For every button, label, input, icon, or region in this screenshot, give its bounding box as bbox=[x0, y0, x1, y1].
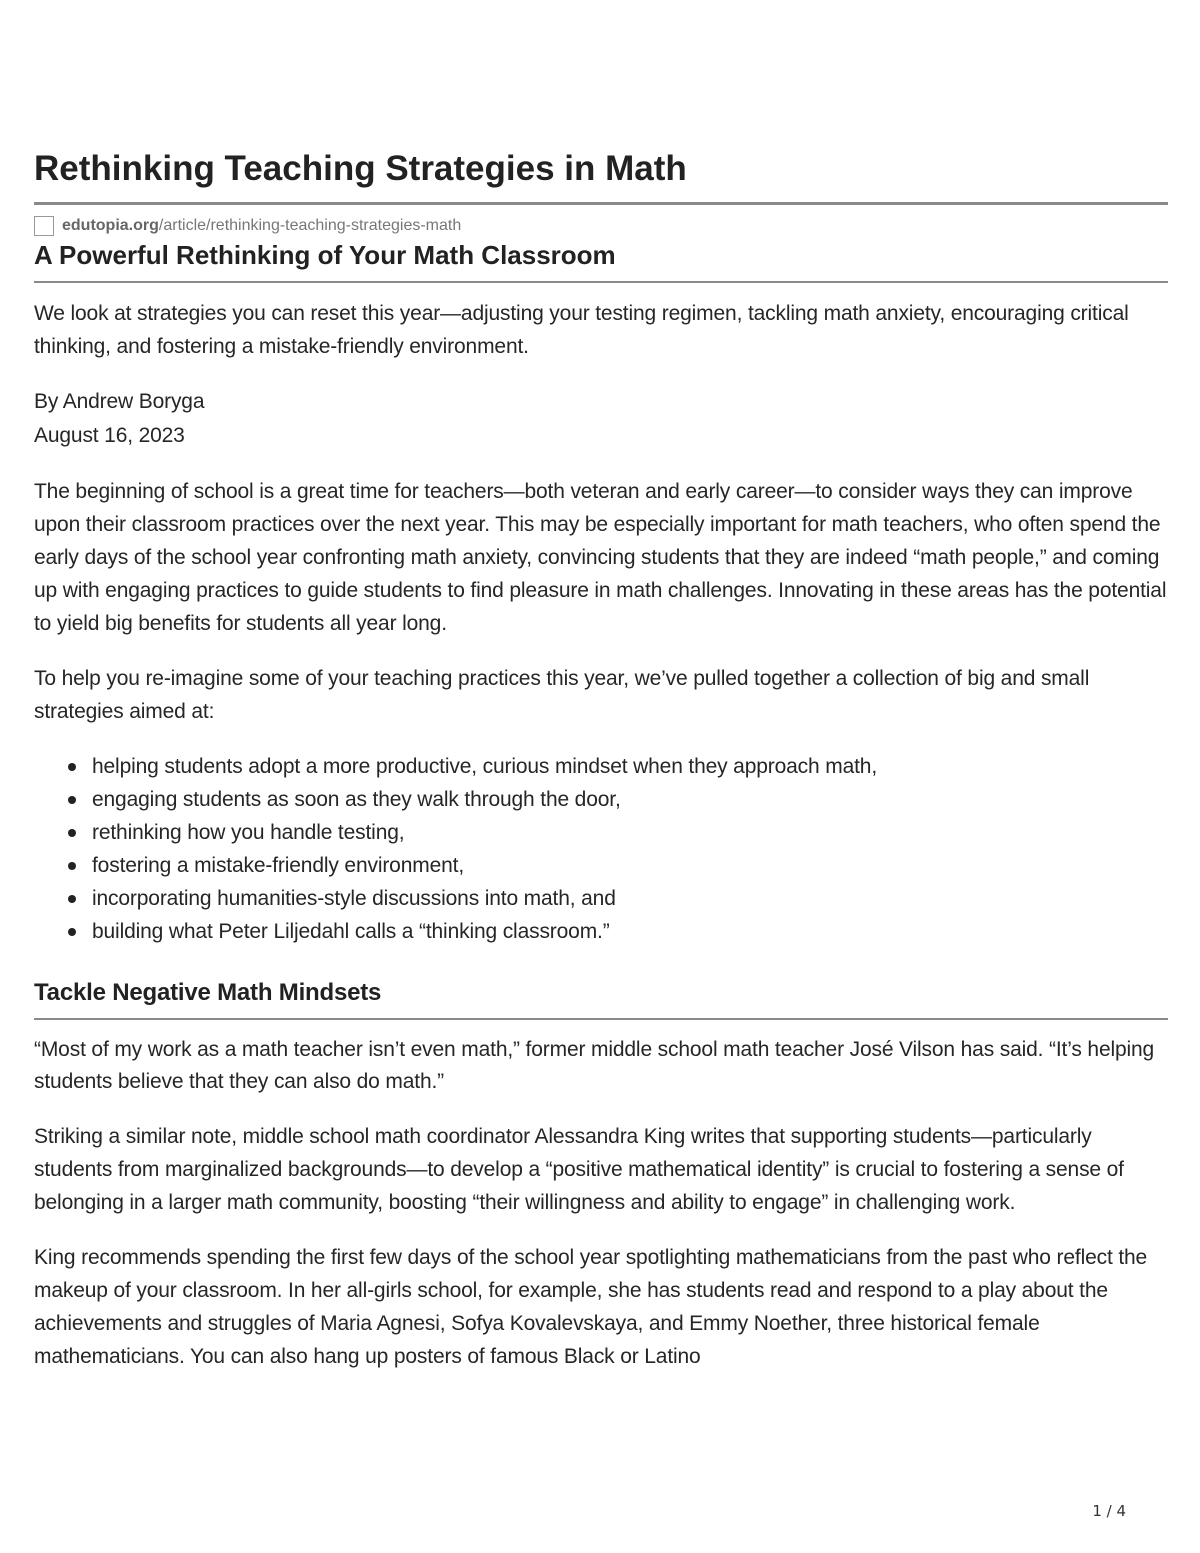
bullet-icon bbox=[68, 829, 76, 837]
article-author: By Andrew Boryga bbox=[34, 390, 205, 413]
list-item: engaging students as soon as they walk through the door, bbox=[68, 783, 1168, 816]
article-summary: We look at strategies you can reset this year—adjusting your testing regimen, tackling math anxiety, encouraging critical thinking, and fostering a mistake-friendly environment. bbox=[34, 302, 1129, 358]
article-date: August 16, 2023 bbox=[34, 424, 185, 447]
bullet-icon bbox=[68, 796, 76, 804]
list-item: helping students adopt a more productive, curious mindset when they approach math, bbox=[68, 750, 1168, 783]
source-domain: edutopia.org bbox=[62, 217, 159, 234]
page-title: Rethinking Teaching Strategies in Math bbox=[34, 148, 1168, 205]
bullet-icon bbox=[68, 895, 76, 903]
document-page bbox=[34, 148, 1168, 1373]
list-item: rethinking how you handle testing, bbox=[68, 816, 1168, 849]
list-item: building what Peter Liljedahl calls a “thinking classroom.” bbox=[68, 915, 1168, 948]
list-item: incorporating humanities-style discussions into math, and bbox=[68, 882, 1168, 915]
aims-list bbox=[34, 750, 1168, 948]
source-path: /article/rethinking-teaching-strategies-math bbox=[158, 217, 462, 234]
king-paragraph: Striking a similar note, middle school math coordinator Alessandra King writes that supporting students—particularly students from marginalized backgrounds—to develop a “positive mathematical identity” is crucial to fostering a sense of belonging in a larger math community, boosting “their willingness and ability to engage” in challenging work. bbox=[34, 1125, 1124, 1214]
list-item: fostering a mistake-friendly environment, bbox=[68, 849, 1168, 882]
article-heading: A Powerful Rethinking of Your Math Classroom bbox=[34, 239, 1168, 283]
section-heading-mindsets: Tackle Negative Math Mindsets bbox=[34, 978, 1168, 1020]
intro-paragraph: The beginning of school is a great time for teachers—both veteran and early career—to consider ways they can improve upon their classroom practices over the next year. This may be especially important for math teachers, who often spend the early days of the school year confronting math anxiety, convincing students that they are indeed “math people,” and coming up with engaging practices to guide students to find pleasure in math challenges. Innovating in these areas has the potential to yield big benefits for students all year long. bbox=[34, 480, 1167, 635]
favicon-placeholder-icon bbox=[34, 216, 54, 236]
page-indicator: 1 / 4 bbox=[1092, 1502, 1126, 1520]
recommendation-paragraph: King recommends spending the first few days of the school year spotlighting mathematicians from the past who reflect the makeup of your classroom. In her all-girls school, for example, she has students read and respond to a play about the achievements and struggles of Maria Agnesi, Sofya Kovalevskaya, and Emmy Noether, three historical female mathematicians. You can also hang up posters of famous Black or Latino bbox=[34, 1246, 1148, 1368]
bullet-icon bbox=[68, 928, 76, 936]
source-link[interactable] bbox=[34, 213, 1168, 239]
bullet-icon bbox=[68, 862, 76, 870]
aims-intro-paragraph: To help you re-imagine some of your teaching practices this year, we’ve pulled together a collection of big and small strategies aimed at: bbox=[34, 667, 1090, 723]
bullet-icon bbox=[68, 763, 76, 771]
quote-paragraph: “Most of my work as a math teacher isn’t even math,” former middle school math teacher José Vilson has said. “It’s helping students believe that they can also do math.” bbox=[34, 1038, 1155, 1093]
